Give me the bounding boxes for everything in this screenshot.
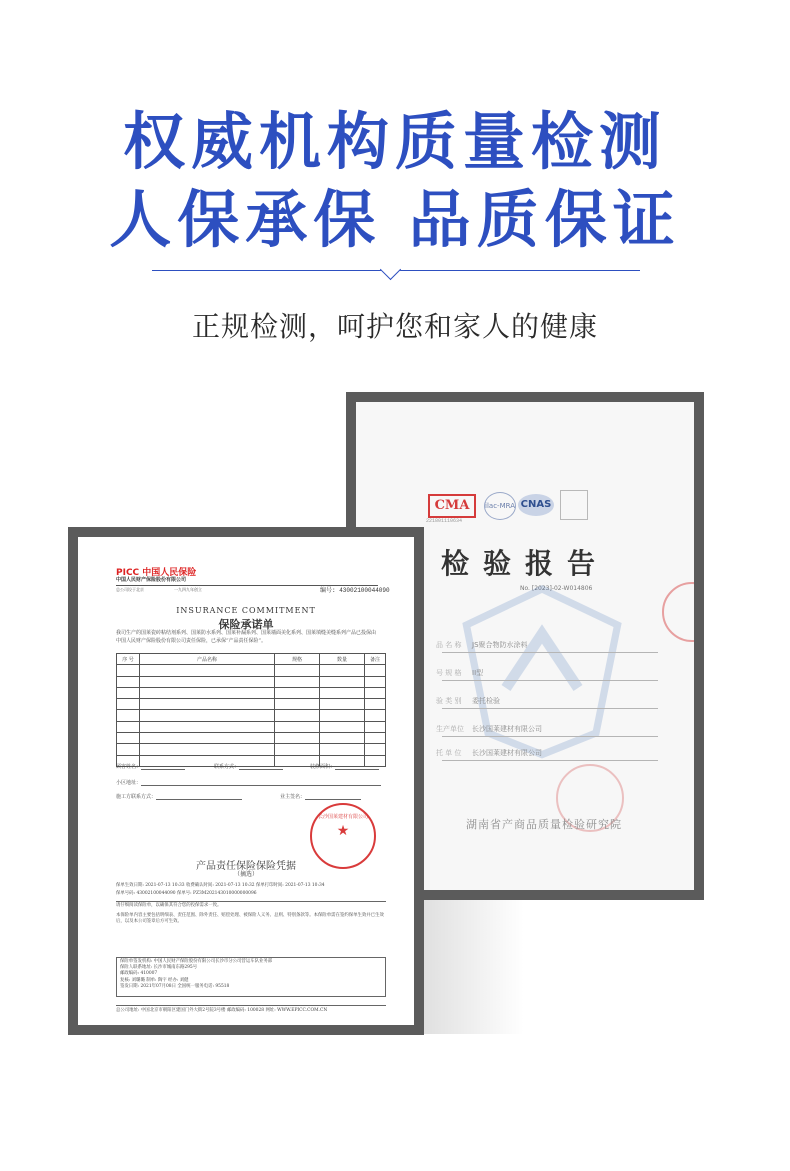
table-row: [117, 733, 386, 744]
table-row: [117, 721, 386, 732]
headline-line1: 权威机构质量检测: [122, 105, 667, 178]
header-note-mid: 一九四九年创立: [174, 587, 202, 592]
cert-code: 221801110634: [426, 518, 463, 524]
subtitle: 正规检测，呵护您和家人的健康: [191, 310, 598, 343]
insurer-name: 中国人民财产保险股份有限公司: [116, 577, 187, 583]
seal-star-icon: ★: [336, 823, 350, 839]
insurance-commitment-frame: [68, 527, 424, 1035]
policy-number: 编号: 43002100044090: [320, 587, 390, 594]
table-row: [117, 699, 386, 710]
doc-title-en: INSURANCE COMMITMENT: [176, 606, 316, 615]
company-seal: 长沙国莱建材有限公司 ★: [310, 803, 376, 869]
table-row: [117, 744, 386, 755]
detail-line: 保单生效日期: 2021-07-13 10:33 收费确认时间: 2021-07-13 10:32 保单打印时间: 2021-07-13 10:34: [116, 883, 325, 888]
product-table: [116, 653, 386, 767]
area-field: 装修面积：: [310, 763, 379, 770]
table-header-row: 序 号 产品名称 规格 数量 备注: [117, 654, 386, 665]
doc-title-cn: 保险承诺单: [218, 618, 274, 631]
issuer-box: 保险单签发机构: 中国人民财产保险股份有限公司长沙市分公司营运车队业务部 保险人联系地址: 长沙市城南东路295号 邮政编码: 410007 复核: 刘璐璐 制单: 陶宇 经办: 刘健 签发日期: 2021年07月08日 全国统一服务电话: 95518: [116, 957, 386, 997]
report-field-row: 号 规 格 II型: [442, 666, 658, 681]
report-field-row: 验 类 别 委托检验: [442, 694, 658, 709]
cma-logo-icon: CMA: [428, 494, 476, 518]
cnas-logo-icon: CNAS: [518, 494, 554, 516]
picc-logo: PICC 中国人民保险: [116, 568, 197, 578]
owner-signature-field: 业主签名：: [280, 793, 361, 800]
detail-line: 请仔细阅读保险单，以确保其符合您的投保需求一致。: [116, 901, 386, 909]
report-field-row: 生产单位 长沙国莱建材有限公司: [442, 722, 658, 737]
contact-field: 联系方式：: [214, 763, 283, 770]
table-row: [117, 676, 386, 687]
certificate-subtitle: （摘选）: [233, 871, 258, 878]
intro-paragraph: 我司生产的国莱瓷砖粘结剂系列、国莱防水系列、国莱补漏系列、国莱墙面美化系列、国莱填缝美缝系列产品已投保由中国人民财产保险股份有限公司责任保险，已承保“产品责任保险”。: [116, 630, 377, 644]
table-row: [117, 665, 386, 676]
divider-notch: [380, 259, 401, 280]
address-field: 小区地址：: [116, 779, 381, 786]
footer-line: 总公司地址: 中国北京市朝阳区建国门外大街2号院3号楼 邮政编码: 100028 网址: WWW.EPICC.COM.CN: [116, 1005, 386, 1013]
headline-line2: 人保承保 品质保证: [109, 183, 681, 256]
report-number: No. [2023]-02-W014806: [520, 585, 593, 592]
installer-field: 施工方联系方式：: [116, 793, 242, 800]
table-row: [117, 710, 386, 721]
report-title: 检验报告: [440, 547, 609, 580]
edge-seal-icon: [662, 582, 694, 642]
report-field-row: 品 名 称 JS聚合物防水涂料: [442, 638, 658, 653]
customer-field: 顾客姓名：: [116, 763, 185, 770]
paper-shadow: [424, 900, 524, 1034]
table-row: [117, 687, 386, 698]
certificate-title: 产品责任保险保险凭据: [196, 861, 296, 872]
notes-paragraph: 本保险单内容主要包括明细表、责任范围、除外责任、赔偿处理、被保险人义务、总则、特别条款等。本保险单需在签约保单生效并已生效后，以及本公司签章后方可生效。: [116, 913, 384, 924]
accreditation-mark-icon: [560, 490, 588, 520]
detail-line: 保单号码: 43002100044090 保单号: PZ3M202143010000000096: [116, 891, 257, 896]
institute-name: 湖南省产商品质量检验研究院: [466, 818, 622, 831]
report-field-row: 托 单 位 长沙国莱建材有限公司: [442, 746, 658, 761]
ilac-logo-icon: ilac-MRA: [484, 492, 516, 520]
header-note-left: 总公司设于北京: [116, 587, 144, 592]
insurance-commitment: [78, 537, 414, 1025]
